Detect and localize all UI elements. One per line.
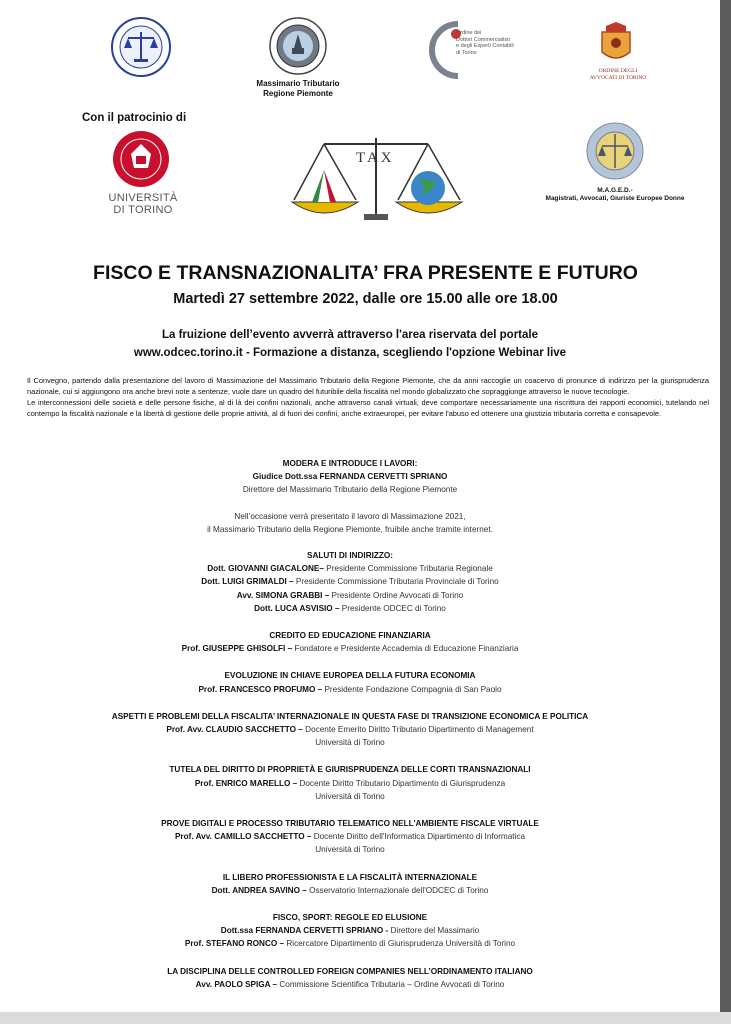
note-line: il Massimario Tributario della Regione Piemonte, fruibile anche tramite internet.	[207, 524, 493, 534]
access-line-2: www.odcec.torino.it - Formazione a distanza, scegliendo l'opzione Webinar live	[133, 347, 567, 359]
massimario-seal	[268, 16, 328, 76]
patrocinio-label: Con il patrocinio di	[82, 112, 187, 124]
speaker-line: Prof. FRANCESCO PROFUMO – Presidente Fondazione Compagnia di San Paolo	[198, 684, 502, 694]
speaker-line: Prof. Avv. CLAUDIO SACCHETTO – Docente Emerito Diritto Tributario Dipartimento di Management	[166, 725, 534, 735]
access-line-1: La fruizione dell’evento avverrà attraverso l'area riservata del portale	[161, 329, 538, 341]
spacer	[0, 749, 700, 763]
tax-letters: TAX	[356, 150, 395, 166]
spacer	[0, 536, 700, 549]
speaker-line: Dott.ssa FERNANDA CERVETTI SPRIANO - Direttore del Massimario	[220, 926, 480, 936]
intro-text	[27, 375, 709, 419]
speaker-line: Prof. GIUSEPPE GHISOLFI – Fondatore e Presidente Accademia di Educazione Finanziaria	[181, 644, 519, 654]
intro-paragraph-1: Il Convegno, partendo dalla presentazione del lavoro di Massimazione del Massimario Tributario della Regione Piemonte, che da anni raccoglie un coacervo di pronunce di indirizzo per la giurisprudenza nazionale, cui si aggiungono ora anche brevi note a sentenze, vuole dare un quadro del futuribile della fiscalità nel mondo globalizzato che sopraggiunge attraverso le nuove tecnologie.	[27, 376, 709, 396]
note-line: Nell’occasione verrà presentato il lavoro di Massimazione 2021,	[234, 511, 466, 521]
greeting-line: Dott. LUIGI GRIMALDI – Presidente Commissione Tributaria Provinciale di Torino	[201, 577, 499, 587]
spacer	[0, 951, 700, 965]
spacer	[0, 897, 700, 911]
presentation-note	[0, 510, 700, 536]
tax-scale-illustration	[286, 132, 466, 224]
speaker-affiliation: Università di Torino	[315, 738, 385, 748]
speaker-line: Avv. PAOLO SPIGA – Commissione Scientifica Tributaria – Ordine Avvocati di Torino	[195, 979, 505, 989]
section-heading: MODERA E INTRODUCE I LAVORI:	[282, 459, 418, 468]
spacer	[0, 655, 700, 669]
talk-section	[0, 965, 700, 991]
talk-section	[0, 871, 700, 897]
talk-title: LA DISCIPLINA DELLE CONTROLLED FOREIGN COMPANIES NELL’ORDINAMENTO ITALIANO	[167, 966, 533, 976]
speaker-line: Dott. ANDREA SAVINO – Osservatorio Internazionale dell'ODCEC di Torino	[211, 885, 489, 895]
spacer	[0, 497, 700, 510]
speaker-role: Direttore del Massimario Tributario della Regione Piemonte	[242, 485, 458, 495]
talk-section	[0, 629, 700, 655]
talk-title: ASPETTI E PROBLEMI DELLA FISCALITA’ INTERNAZIONALE IN QUESTA FASE DI TRANSIZIONE ECONOMICA E POLITICA	[111, 711, 589, 721]
speaker-line: Prof. Avv. CAMILLO SACCHETTO – Docente Diritto dell'Informatica Dipartimento di Informatica	[174, 832, 526, 842]
event-date: Martedì 27 settembre 2022, dalle ore 15.00 alle ore 18.00	[173, 291, 558, 307]
talk-title: FISCO, SPORT: REGOLE ED ELUSIONE	[272, 913, 428, 923]
speaker-affiliation: Università di Torino	[315, 791, 385, 801]
event-title: FISCO E TRANSNAZIONALITA’ FRA PRESENTE E FUTURO	[93, 262, 638, 284]
speaker-affiliation: Università di Torino	[315, 845, 385, 855]
intro-paragraph-2: Le interconnessioni delle società e delle persone fisiche, al di là dei confini nazionali, anche attraverso canali virtuali, deve comportare necessariamente una riscrittura dei rapporti economici, tutelando nel contempo la fiscalità nazionale e la libertà di gestione delle proprie attività, al di fuori dei confini, anche extraeuropei, per evitare l'abuso ed ottenere una giustizia tributaria corretta e consapevole.	[27, 398, 709, 418]
unito-seal	[112, 130, 170, 188]
unito-wordmark: UNIVERSITÀ DI TORINO	[108, 192, 178, 216]
speaker-line: Prof. ENRICO MARELLO – Docente Diritto Tributario Dipartimento di Giurisprudenza	[194, 778, 506, 788]
viewer-edge	[720, 0, 731, 1024]
saluti-section	[0, 549, 700, 615]
massimario-caption: Massimario Tributario Regione Piemonte	[256, 79, 340, 98]
spacer	[0, 803, 700, 817]
greeting-line: Dott. LUCA ASVISIO – Presidente ODCEC di Torino	[254, 603, 446, 613]
talk-title: EVOLUZIONE IN CHIAVE EUROPEA DELLA FUTURA ECONOMIA	[224, 671, 476, 681]
talk-title: CREDITO ED EDUCAZIONE FINANZIARIA	[269, 631, 431, 641]
speaker-name: Giudice Dott.ssa FERNANDA CERVETTI SPRIANO	[252, 472, 448, 482]
spacer	[0, 696, 700, 710]
viewer-bottom-edge	[0, 1012, 731, 1024]
moderator-section	[0, 457, 700, 497]
talk-section	[0, 817, 700, 857]
talk-title: PROVE DIGITALI E PROCESSO TRIBUTARIO TELEMATICO NELL'AMBIENTE FISCALE VIRTUALE	[161, 819, 539, 829]
program	[0, 457, 700, 991]
greeting-line: Dott. GIOVANNI GIACALONE– Presidente Commissione Tributaria Regionale	[207, 564, 493, 574]
avvocati-crest	[596, 22, 636, 66]
talk-section	[0, 669, 700, 695]
maged-caption: M.A.G.E.D.- Magistrati, Avvocati, Giuriste Europee Donne	[545, 187, 685, 202]
talk-section	[0, 710, 700, 750]
talk-title: IL LIBERO PROFESSIONISTA E LA FISCALITÀ INTERNAZIONALE	[222, 872, 478, 882]
greeting-line: Avv. SIMONA GRABBI – Presidente Ordine Avvocati di Torino	[236, 590, 464, 600]
avvocati-text: ORDINE DEGLI AVVOCATI DI TORINO	[589, 68, 647, 81]
maged-logo	[586, 122, 644, 180]
section-heading: SALUTI DI INDIRIZZO:	[307, 551, 393, 561]
speaker-line: Prof. STEFANO RONCO – Ricercatore Dipartimento di Giurisprudenza Università di Torino	[184, 939, 516, 949]
talk-title: TUTELA DEL DIRITTO DI PROPRIETÀ E GIURISPRUDENZA DELLE CORTI TRANSNAZIONALI	[169, 765, 531, 775]
talk-section	[0, 763, 700, 803]
spacer	[0, 857, 700, 871]
spacer	[0, 615, 700, 629]
magistrati-logo	[110, 16, 172, 78]
talk-section	[0, 911, 700, 951]
odcec-text: Ordine dei Dottori Commercialisti e degli Esperti Contabili di Torino	[456, 30, 514, 56]
